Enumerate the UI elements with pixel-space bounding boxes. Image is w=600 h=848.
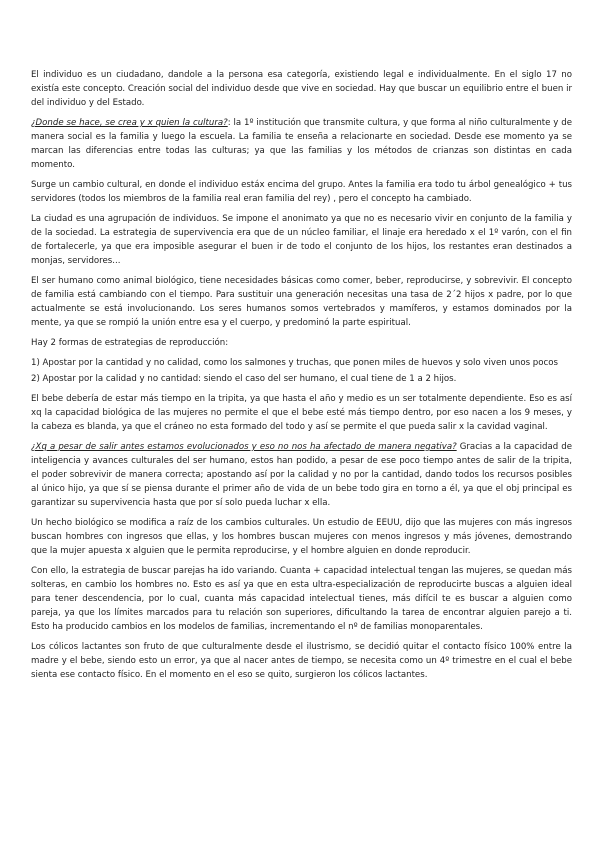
paragraph-question: ¿Donde se hace, se crea y x quien la cultura? [31,118,228,128]
list-item: 2) Apostar por la calidad y no cantidad: siendo el caso del ser humano, el cual tiene de 1 a 2 hijos. [31,374,457,384]
paragraph: Con ello, la estrategia de buscar parejas ha ido variando. Cuanta + capacidad intelectual tengan las mujeres, se quedan más solteras, en cambio los hombres no. Esto es así ya que en esta ultra-especialización de reproducirte buscas a alguien ideal para tener descendencia, por lo cual, cuanta más capacidad intelectual tienes, más difícil te es buscar a alguien como pareja, ya que los límites marcados para tu relación son superiores, dificultando la tarea de encontrar alguien parejo a ti. Esto ha producido cambios en los modelos de familias, incrementando el nº de familias monoparentales. [31,566,572,632]
paragraph-question: ¿Xq a pesar de salir antes estamos evolucionados y eso no nos ha afectado de manera negativa? [31,442,457,452]
paragraph: Un hecho biológico se modifica a raíz de los cambios culturales. Un estudio de EEUU, dijo que las mujeres con más ingresos buscan hombres con ingresos que ellas, y los hombres buscan mujeres con menos ingresos y más jóvenes, demostrando que la mujer apuesta x alguien que le permita reproducirse, y el hombre alguien en donde reproducir. [31,518,572,556]
paragraph: La ciudad es una agrupación de individuos. Se impone el anonimato ya que no es necesario vivir en conjunto de la familia y de la sociedad. La estrategia de supervivencia era que de un núcleo familiar, el linaje era heredado x el 1º varón, con el fin de fortalecerle, ya que era imposible asegurar el buen ir de todo el conjunto de los hijos, los restantes eran destinados a monjas, servidores... [31,214,572,266]
paragraph [31,440,572,510]
paragraph: El ser humano como animal biológico, tiene necesidades básicas como comer, beber, reproducirse, y sobrevivir. El concepto de familia está cambiando con el tiempo. Para sustituir una generación necesitas una tasa de 2´2 hijos x padre, por lo que actualmente se está involucionando. Los seres humanos somos vertebrados y mamíferos, y estamos dominados por la mente, ya que se rompió la unión entre esa y el cuerpo, y predominó la parte espiritual. [31,276,572,328]
paragraph: Los cólicos lactantes son fruto de que culturalmente desde el ilustrismo, se decidió quitar el contacto físico 100% entre la madre y el bebe, siendo esto un error, ya que al nacer antes de tiempo, se necesita como un 4º trimestre en el cual el bebe sienta ese contacto físico. En el momento en el eso se quito, surgieron los cólicos lactantes. [31,642,572,680]
paragraph: El bebe debería de estar más tiempo en la tripita, ya que hasta el año y medio es un ser totalmente dependiente. Eso es así xq la capacidad biológica de las mujeres no permite el que el bebe esté más tiempo dentro, por eso nacen a los 9 meses, y la cabeza es blanda, ya que el cráneo no esta formado del todo y así se permite el que pueda salir x la cavidad vaginal. [31,394,572,432]
paragraph: El individuo es un ciudadano, dandole a la persona esa categoría, existiendo legal e individualmente. En el siglo 17 no existía este concepto. Creación social del individuo desde que vive en sociedad. Hay que buscar un equilibrio entre el buen ir del individuo y del Estado. [31,70,572,108]
paragraph-text: Gracias a la capacidad de inteligencia y avances culturales del ser humano, estos han podido, a pesar de ese poco tiempo antes de salir de la tripita, el poder sobrevivir de manera correcta; apostando así por la calidad y no por la cantidad, dando todos los recursos posibles al único hijo, ya que sí se piensa durante el primer año de vida de un bebe todo gira en torno a él, ya que el obj principal es garantizar su supervivencia hasta que por sí solo pueda luchar x ella. [31,442,573,508]
paragraph: Hay 2 formas de estrategias de reproducción: [31,338,229,348]
list-item: 1) Apostar por la cantidad y no calidad, como los salmones y truchas, que ponen miles de huevos y solo viven unos pocos [31,358,558,368]
paragraph [31,116,572,172]
paragraph-text: : la 1º institución que transmite cultura, y que forma al niño culturalmente y de manera social es la familia y luego la escuela. La familia te enseña a relacionarte en sociedad. Desde ese momento ya se marcan las diferencias entre todas las culturas; ya que las familias y los métodos de crianzas son distintas en cada momento. [31,118,572,170]
paragraph: Surge un cambio cultural, en donde el individuo estáx encima del grupo. Antes la familia era todo tu árbol genealógico + tus servidores (todos los miembros de la familia real eran familia del rey) , pero el concepto ha cambiado. [31,180,572,204]
document-body [31,68,572,688]
